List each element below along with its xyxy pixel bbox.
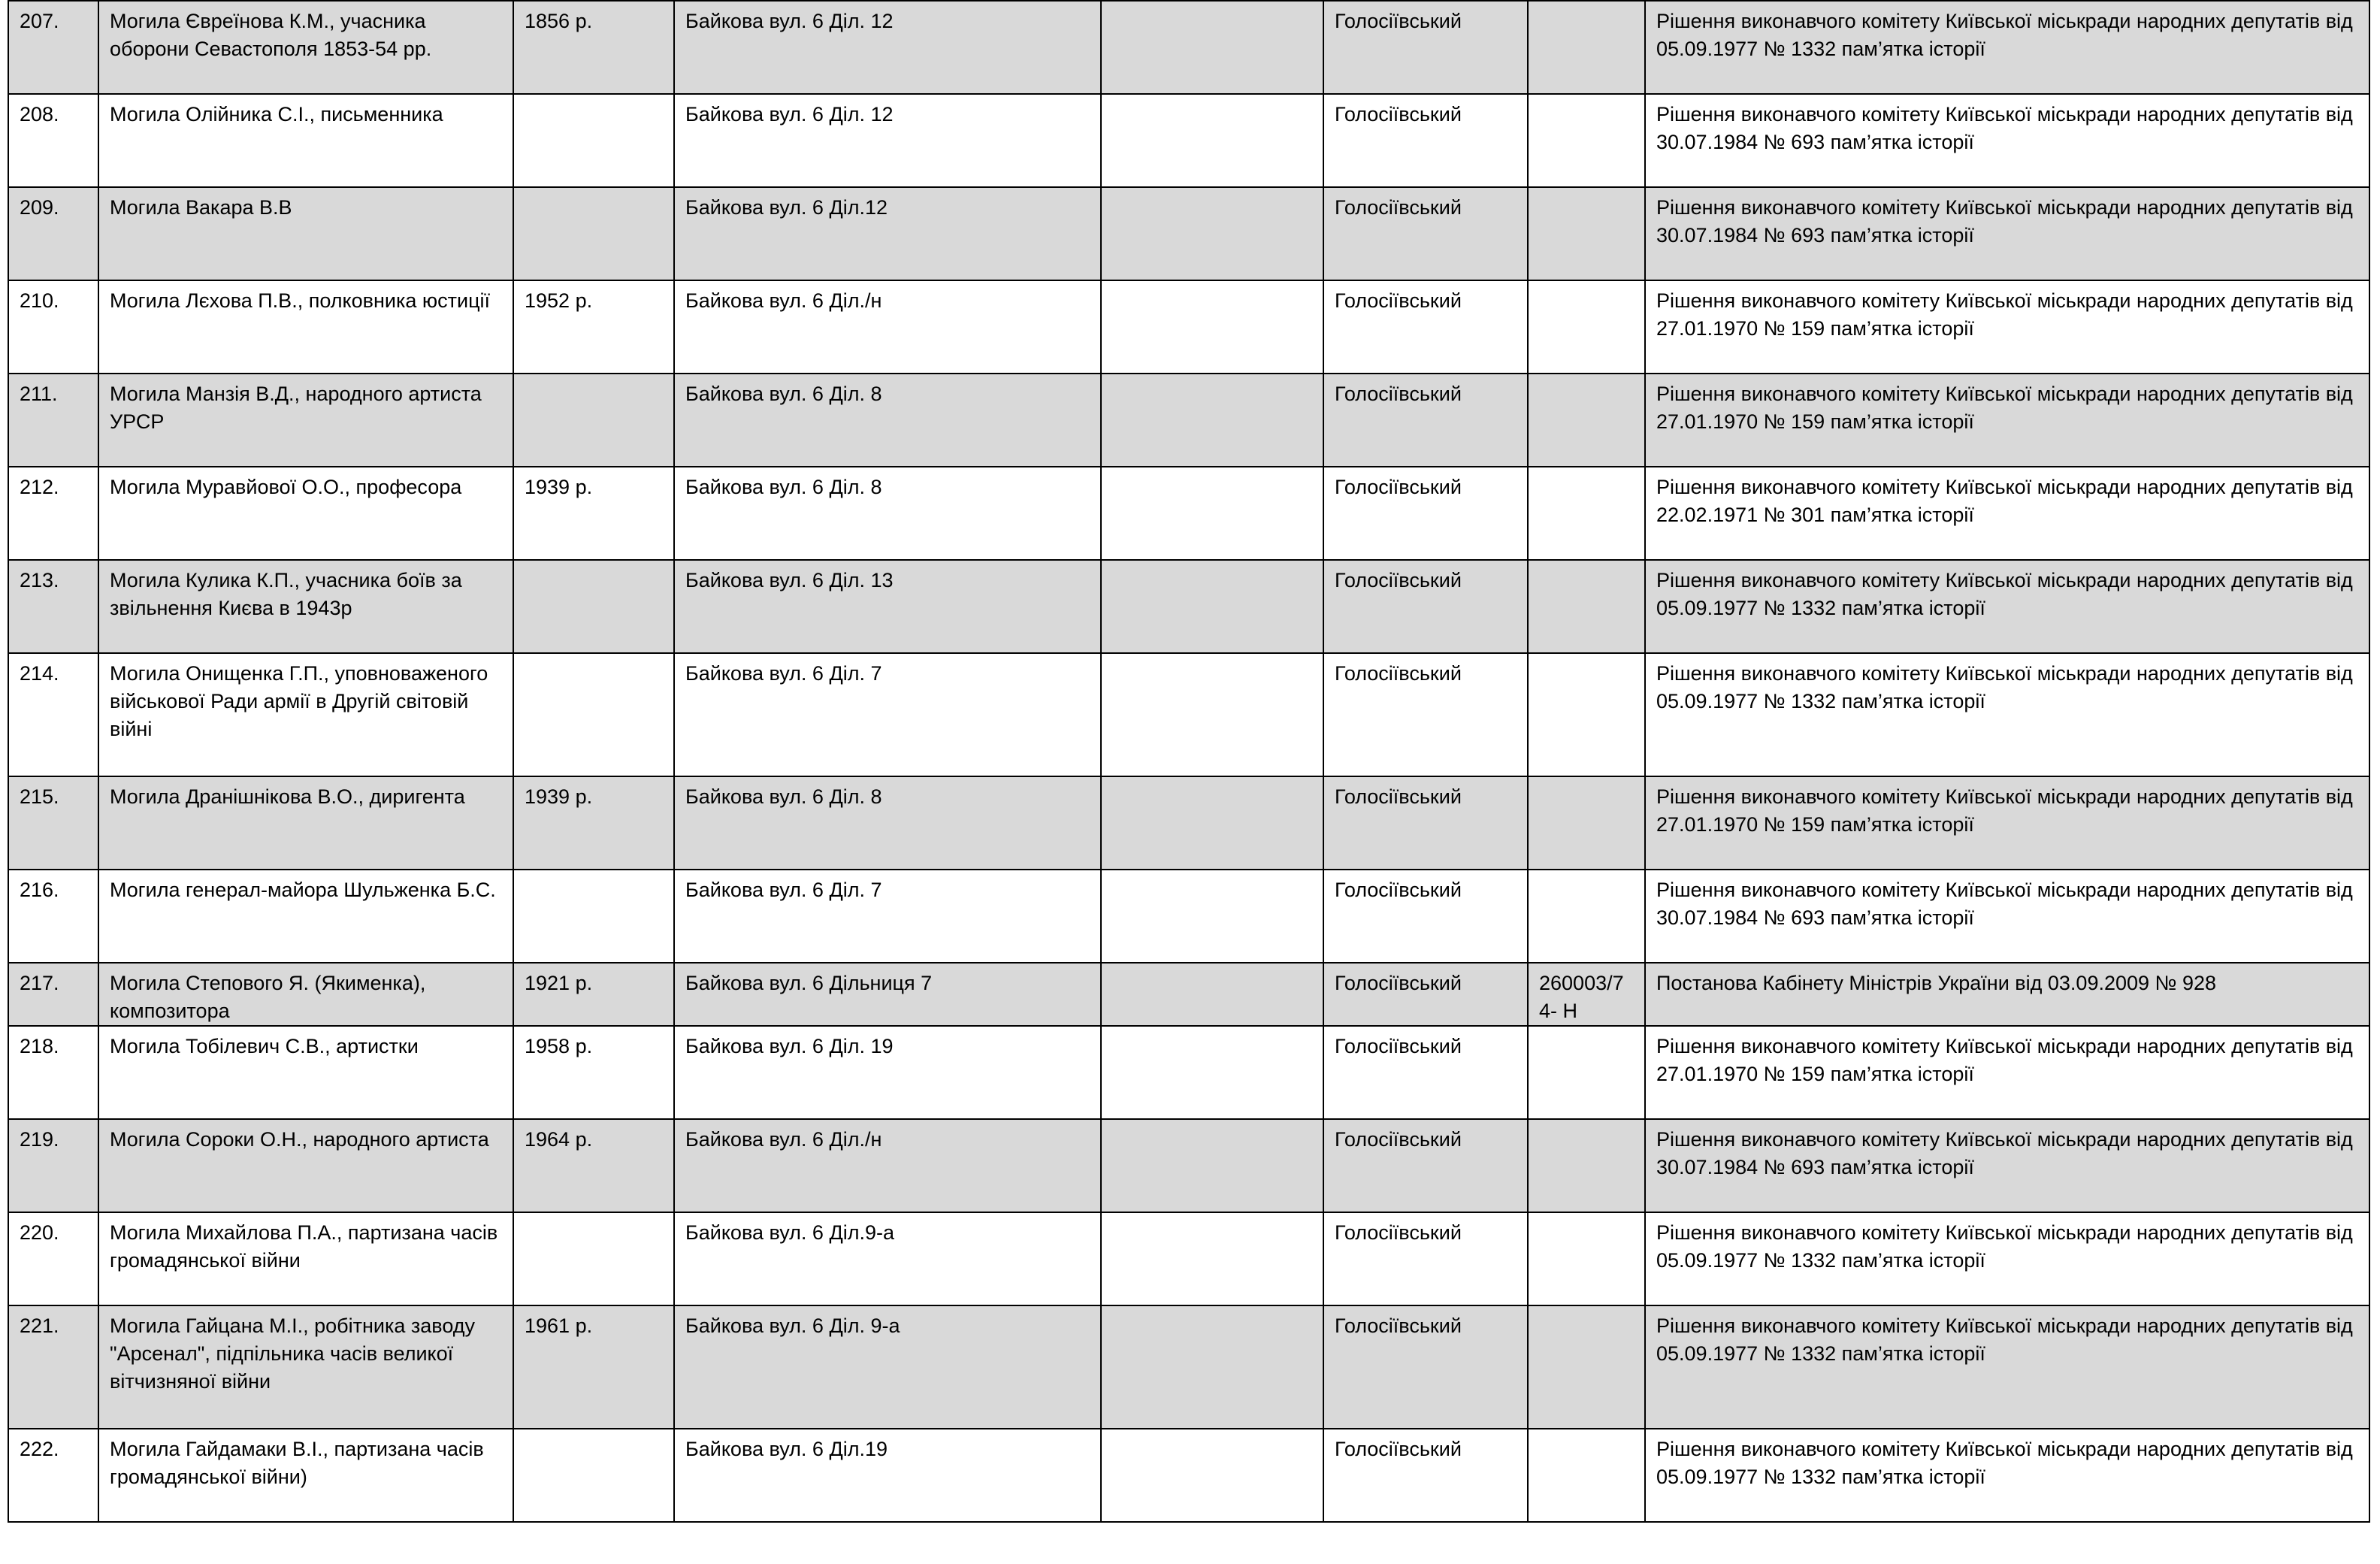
- row-number-cell: 207.: [8, 1, 98, 94]
- legal-document-cell: Рішення виконавчого комітету Київської міськради народних депутатів від 30.07.1984 № 693 пам’ятка історії: [1645, 870, 2369, 963]
- district-cell: Голосіївський: [1323, 653, 1528, 776]
- legal-document-cell: Рішення виконавчого комітету Київської міськради народних депутатів від 05.09.1977 № 1332 пам’ятка історії: [1645, 1305, 2369, 1429]
- empty-cell: [1101, 776, 1323, 870]
- monument-name-cell: Могила Михайлова П.А., партизана часів громадянської війни: [98, 1212, 513, 1305]
- date-cell: 1856 р.: [513, 1, 674, 94]
- registry-code-cell: [1528, 1429, 1645, 1522]
- empty-cell: [1101, 870, 1323, 963]
- monument-name-cell: Могила Манзія В.Д., народного артиста УРСР: [98, 374, 513, 467]
- date-cell: [513, 374, 674, 467]
- monument-name-cell: Могила Гайцана М.І., робітника заводу "Арсенал", підпільника часів великої вітчизняної війни: [98, 1305, 513, 1429]
- empty-cell: [1101, 467, 1323, 560]
- legal-document-cell: Рішення виконавчого комітету Київської міськради народних депутатів від 30.07.1984 № 693 пам’ятка історії: [1645, 94, 2369, 187]
- table-row: [8, 1026, 2369, 1119]
- legal-document-cell: Рішення виконавчого комітету Київської міськради народних депутатів від 05.09.1977 № 1332 пам’ятка історії: [1645, 1212, 2369, 1305]
- date-cell: [513, 1429, 674, 1522]
- table-row: [8, 1212, 2369, 1305]
- address-cell: Байкова вул. 6 Діл. 12: [674, 94, 1101, 187]
- empty-cell: [1101, 963, 1323, 1026]
- registry-code-cell: [1528, 1026, 1645, 1119]
- district-cell: Голосіївський: [1323, 280, 1528, 374]
- date-cell: [513, 1212, 674, 1305]
- district-cell: Голосіївський: [1323, 1305, 1528, 1429]
- row-number-cell: 216.: [8, 870, 98, 963]
- monument-name-cell: Могила Олійника С.І., письменника: [98, 94, 513, 187]
- legal-document-cell: Рішення виконавчого комітету Київської міськради народних депутатів від 05.09.1977 № 1332 пам’ятка історії: [1645, 653, 2369, 776]
- monument-name-cell: Могила Онищенка Г.П., уповноваженого військової Ради армії в Другій світовій війні: [98, 653, 513, 776]
- registry-code-cell: [1528, 1, 1645, 94]
- legal-document-cell: Рішення виконавчого комітету Київської міськради народних депутатів від 05.09.1977 № 1332 пам’ятка історії: [1645, 1, 2369, 94]
- address-cell: Байкова вул. 6 Діл. 9-а: [674, 1305, 1101, 1429]
- monument-name-cell: Могила генерал-майора Шульженка Б.С.: [98, 870, 513, 963]
- legal-document-cell: Рішення виконавчого комітету Київської міськради народних депутатів від 05.09.1977 № 1332 пам’ятка історії: [1645, 1429, 2369, 1522]
- date-cell: [513, 653, 674, 776]
- table-row: [8, 187, 2369, 280]
- district-cell: Голосіївський: [1323, 1212, 1528, 1305]
- row-number-cell: 215.: [8, 776, 98, 870]
- table-row: [8, 280, 2369, 374]
- date-cell: 1961 р.: [513, 1305, 674, 1429]
- empty-cell: [1101, 187, 1323, 280]
- empty-cell: [1101, 653, 1323, 776]
- table-row: [8, 870, 2369, 963]
- empty-cell: [1101, 280, 1323, 374]
- monument-name-cell: Могила Євреїнова К.М., учасника оборони Севастополя 1853-54 рр.: [98, 1, 513, 94]
- registry-code-cell: 260003/7 4- Н: [1528, 963, 1645, 1026]
- empty-cell: [1101, 1119, 1323, 1212]
- table-body: [8, 1, 2369, 1522]
- registry-code-cell: [1528, 560, 1645, 653]
- registry-code-cell: [1528, 280, 1645, 374]
- address-cell: Байкова вул. 6 Діл.19: [674, 1429, 1101, 1522]
- monument-name-cell: Могила Дранішнікова В.О., диригента: [98, 776, 513, 870]
- table-row: [8, 776, 2369, 870]
- district-cell: Голосіївський: [1323, 374, 1528, 467]
- table-row: [8, 1, 2369, 94]
- date-cell: 1939 р.: [513, 776, 674, 870]
- date-cell: [513, 94, 674, 187]
- empty-cell: [1101, 1026, 1323, 1119]
- date-cell: [513, 560, 674, 653]
- monument-name-cell: Могила Кулика К.П., учасника боїв за звільнення Києва в 1943р: [98, 560, 513, 653]
- monuments-table: [8, 0, 2370, 1523]
- legal-document-cell: Рішення виконавчого комітету Київської міськради народних депутатів від 27.01.1970 № 159 пам’ятка історії: [1645, 374, 2369, 467]
- monument-name-cell: Могила Сороки О.Н., народного артиста: [98, 1119, 513, 1212]
- registry-code-cell: [1528, 870, 1645, 963]
- empty-cell: [1101, 560, 1323, 653]
- empty-cell: [1101, 1429, 1323, 1522]
- date-cell: [513, 187, 674, 280]
- legal-document-cell: Рішення виконавчого комітету Київської міськради народних депутатів від 27.01.1970 № 159 пам’ятка історії: [1645, 280, 2369, 374]
- monument-name-cell: Могила Степового Я. (Якименка), композитора: [98, 963, 513, 1026]
- date-cell: 1952 р.: [513, 280, 674, 374]
- empty-cell: [1101, 1, 1323, 94]
- row-number-cell: 209.: [8, 187, 98, 280]
- legal-document-cell: Рішення виконавчого комітету Київської міськради народних депутатів від 05.09.1977 № 1332 пам’ятка історії: [1645, 560, 2369, 653]
- registry-code-cell: [1528, 1119, 1645, 1212]
- date-cell: 1939 р.: [513, 467, 674, 560]
- district-cell: Голосіївський: [1323, 776, 1528, 870]
- district-cell: Голосіївський: [1323, 1429, 1528, 1522]
- registry-code-cell: [1528, 187, 1645, 280]
- legal-document-cell: Рішення виконавчого комітету Київської міськради народних депутатів від 30.07.1984 № 693 пам’ятка історії: [1645, 187, 2369, 280]
- registry-code-cell: [1528, 94, 1645, 187]
- monument-name-cell: Могила Муравйової О.О., професора: [98, 467, 513, 560]
- row-number-cell: 221.: [8, 1305, 98, 1429]
- address-cell: Байкова вул. 6 Діл. 8: [674, 467, 1101, 560]
- row-number-cell: 218.: [8, 1026, 98, 1119]
- district-cell: Голосіївський: [1323, 187, 1528, 280]
- date-cell: 1964 р.: [513, 1119, 674, 1212]
- table-row: [8, 560, 2369, 653]
- registry-code-cell: [1528, 653, 1645, 776]
- date-cell: [513, 870, 674, 963]
- row-number-cell: 222.: [8, 1429, 98, 1522]
- district-cell: Голосіївський: [1323, 1119, 1528, 1212]
- row-number-cell: 211.: [8, 374, 98, 467]
- district-cell: Голосіївський: [1323, 94, 1528, 187]
- row-number-cell: 217.: [8, 963, 98, 1026]
- row-number-cell: 213.: [8, 560, 98, 653]
- address-cell: Байкова вул. 6 Діл.9-а: [674, 1212, 1101, 1305]
- empty-cell: [1101, 1305, 1323, 1429]
- address-cell: Байкова вул. 6 Діл. 7: [674, 870, 1101, 963]
- legal-document-cell: Рішення виконавчого комітету Київської міськради народних депутатів від 30.07.1984 № 693 пам’ятка історії: [1645, 1119, 2369, 1212]
- address-cell: Байкова вул. 6 Діл. 19: [674, 1026, 1101, 1119]
- row-number-cell: 220.: [8, 1212, 98, 1305]
- table-row: [8, 1119, 2369, 1212]
- registry-code-cell: [1528, 1305, 1645, 1429]
- registry-code-cell: [1528, 467, 1645, 560]
- legal-document-cell: Рішення виконавчого комітету Київської міськради народних депутатів від 27.01.1970 № 159 пам’ятка історії: [1645, 1026, 2369, 1119]
- address-cell: Байкова вул. 6 Діл. 8: [674, 374, 1101, 467]
- address-cell: Байкова вул. 6 Діл. 12: [674, 1, 1101, 94]
- address-cell: Байкова вул. 6 Діл. 8: [674, 776, 1101, 870]
- table-row: [8, 467, 2369, 560]
- district-cell: Голосіївський: [1323, 467, 1528, 560]
- legal-document-cell: Рішення виконавчого комітету Київської міськради народних депутатів від 27.01.1970 № 159 пам’ятка історії: [1645, 776, 2369, 870]
- legal-document-cell: Постанова Кабінету Міністрів України від 03.09.2009 № 928: [1645, 963, 2369, 1026]
- address-cell: Байкова вул. 6 Дільниця 7: [674, 963, 1101, 1026]
- date-cell: 1958 р.: [513, 1026, 674, 1119]
- empty-cell: [1101, 94, 1323, 187]
- monument-name-cell: Могила Вакара В.В: [98, 187, 513, 280]
- table-row: [8, 653, 2369, 776]
- district-cell: Голосіївський: [1323, 963, 1528, 1026]
- row-number-cell: 219.: [8, 1119, 98, 1212]
- district-cell: Голосіївський: [1323, 1026, 1528, 1119]
- monument-name-cell: Могила Гайдамаки В.І., партизана часів громадянської війни): [98, 1429, 513, 1522]
- table-row: [8, 94, 2369, 187]
- table-row: [8, 374, 2369, 467]
- district-cell: Голосіївський: [1323, 560, 1528, 653]
- monument-name-cell: Могила Тобілевич С.В., артистки: [98, 1026, 513, 1119]
- registry-code-cell: [1528, 776, 1645, 870]
- registry-code-cell: [1528, 1212, 1645, 1305]
- row-number-cell: 210.: [8, 280, 98, 374]
- legal-document-cell: Рішення виконавчого комітету Київської міськради народних депутатів від 22.02.1971 № 301 пам’ятка історії: [1645, 467, 2369, 560]
- row-number-cell: 214.: [8, 653, 98, 776]
- address-cell: Байкова вул. 6 Діл./н: [674, 280, 1101, 374]
- date-cell: 1921 р.: [513, 963, 674, 1026]
- table-row: [8, 1429, 2369, 1522]
- row-number-cell: 208.: [8, 94, 98, 187]
- address-cell: Байкова вул. 6 Діл.12: [674, 187, 1101, 280]
- district-cell: Голосіївський: [1323, 870, 1528, 963]
- empty-cell: [1101, 374, 1323, 467]
- table-row: [8, 1305, 2369, 1429]
- district-cell: Голосіївський: [1323, 1, 1528, 94]
- monument-name-cell: Могила Лєхова П.В., полковника юстиції: [98, 280, 513, 374]
- address-cell: Байкова вул. 6 Діл. 7: [674, 653, 1101, 776]
- row-number-cell: 212.: [8, 467, 98, 560]
- address-cell: Байкова вул. 6 Діл. 13: [674, 560, 1101, 653]
- empty-cell: [1101, 1212, 1323, 1305]
- registry-code-cell: [1528, 374, 1645, 467]
- address-cell: Байкова вул. 6 Діл./н: [674, 1119, 1101, 1212]
- table-row: [8, 963, 2369, 1026]
